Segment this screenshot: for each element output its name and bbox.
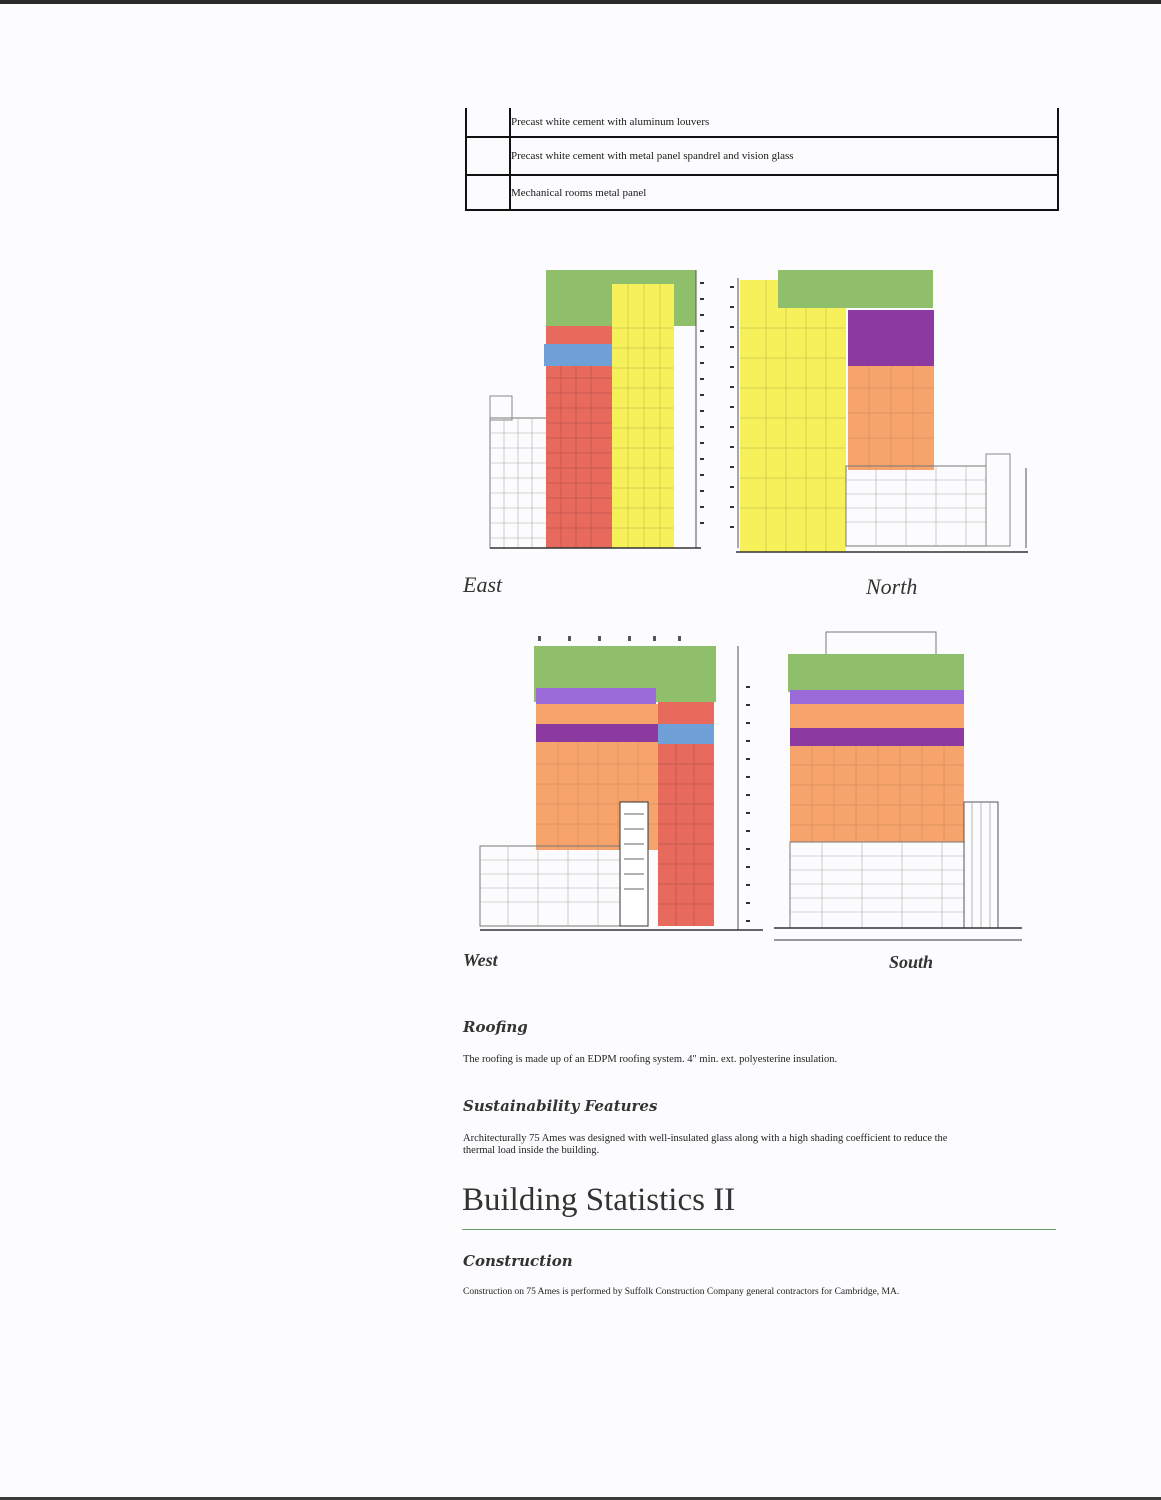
roofing-text: The roofing is made up of an EDPM roofing system. 4" min. ext. polyesterine insulation. — [463, 1054, 838, 1065]
north-elevation-drawing — [726, 268, 1036, 558]
sustainability-text-line1: Architecturally 75 Ames was designed with well-insulated glass along with a high shading coefficient to reduce the — [463, 1133, 948, 1144]
legend-swatch-cell — [467, 138, 511, 174]
sustainability-text-line2: thermal load inside the building. — [463, 1145, 600, 1156]
east-elevation-drawing — [486, 268, 716, 558]
east-label: East — [463, 572, 503, 597]
legend-label: Precast white cement with metal panel spandrel and vision glass — [511, 150, 794, 162]
legend-label: Mechanical rooms metal panel — [511, 186, 647, 199]
north-label: North — [866, 574, 918, 599]
construction-heading: Construction — [463, 1252, 573, 1270]
material-legend-table — [465, 108, 1059, 211]
sustainability-heading: Sustainability Features — [463, 1097, 658, 1115]
legend-label: Precast white cement with aluminum louvers — [511, 116, 710, 128]
south-elevation-drawing — [772, 630, 1027, 942]
south-label: South — [889, 952, 934, 972]
legend-row — [467, 108, 1057, 136]
legend-swatch-cell — [467, 176, 511, 209]
west-label: West — [463, 950, 498, 970]
legend-swatch-cell — [467, 108, 511, 136]
section-title: Building Statistics II — [462, 1182, 736, 1218]
legend-row — [467, 174, 1057, 209]
section-divider — [462, 1229, 1056, 1230]
construction-text: Construction on 75 Ames is performed by Suffolk Construction Company general contractors for Cambridge, MA. — [463, 1287, 900, 1297]
west-elevation-drawing — [478, 634, 768, 939]
scan-border-top — [0, 0, 1161, 4]
legend-row — [467, 136, 1057, 174]
roofing-heading: Roofing — [463, 1018, 528, 1036]
